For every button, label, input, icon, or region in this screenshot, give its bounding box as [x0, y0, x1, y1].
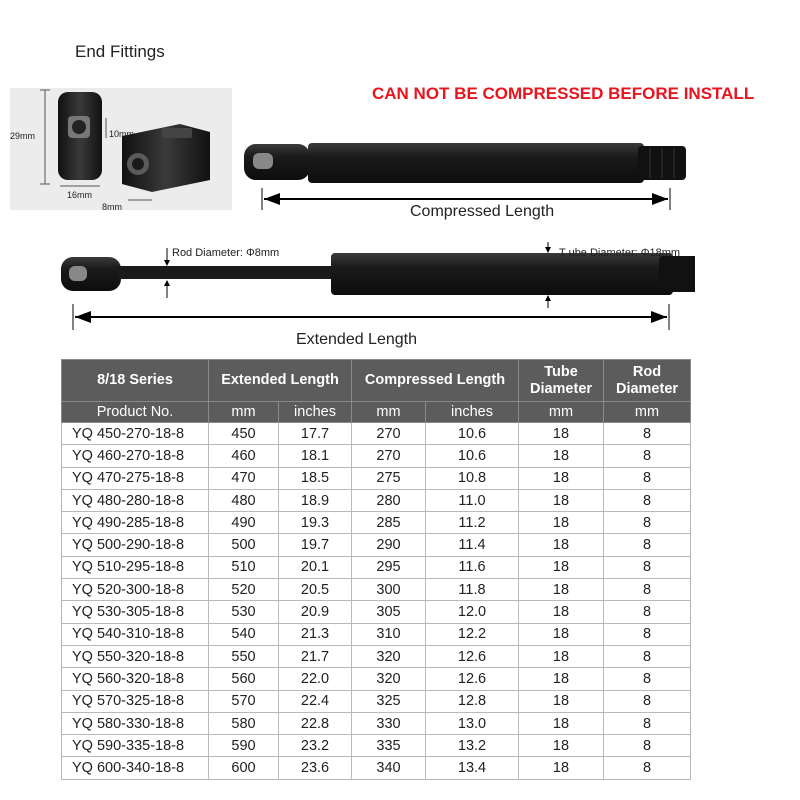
cell-extended-mm: 600 — [209, 757, 279, 779]
cell-tube-diameter: 18 — [519, 423, 604, 445]
cell-product-no: YQ 590-335-18-8 — [62, 735, 209, 757]
cell-tube-diameter: 18 — [519, 601, 604, 623]
cell-compressed-mm: 310 — [352, 623, 426, 645]
end-fittings-image — [10, 88, 232, 210]
extended-length-label: Extended Length — [296, 331, 417, 348]
rod-diameter-label: Rod Diameter: Φ8mm — [172, 247, 280, 259]
cell-extended-mm: 570 — [209, 690, 279, 712]
end-fittings-drawing — [10, 88, 232, 210]
cell-rod-diameter: 8 — [604, 445, 691, 467]
table-row — [62, 556, 691, 578]
cell-rod-diameter: 8 — [604, 467, 691, 489]
cell-product-no: YQ 550-320-18-8 — [62, 645, 209, 667]
cell-rod-diameter: 8 — [604, 534, 691, 556]
cell-extended-mm: 490 — [209, 512, 279, 534]
cell-extended-mm: 590 — [209, 735, 279, 757]
cell-rod-diameter: 8 — [604, 601, 691, 623]
cell-rod-diameter: 8 — [604, 690, 691, 712]
cell-product-no: YQ 490-285-18-8 — [62, 512, 209, 534]
cell-compressed-inches: 13.4 — [426, 757, 519, 779]
cell-compressed-mm: 305 — [352, 601, 426, 623]
table-row — [62, 712, 691, 734]
cell-extended-mm: 550 — [209, 645, 279, 667]
cell-extended-mm: 460 — [209, 445, 279, 467]
unit-ext-inches: inches — [279, 402, 352, 423]
unit-tube-mm: mm — [519, 402, 604, 423]
table-row — [62, 423, 691, 445]
warning-text: CAN NOT BE COMPRESSED BEFORE INSTALL — [372, 84, 755, 103]
cell-extended-inches: 21.7 — [279, 645, 352, 667]
table-row — [62, 690, 691, 712]
table-row — [62, 668, 691, 690]
cell-extended-mm: 580 — [209, 712, 279, 734]
cell-extended-inches: 22.0 — [279, 668, 352, 690]
cell-extended-inches: 18.5 — [279, 467, 352, 489]
cell-tube-diameter: 18 — [519, 645, 604, 667]
cell-compressed-inches: 11.6 — [426, 556, 519, 578]
cell-product-no: YQ 530-305-18-8 — [62, 601, 209, 623]
cell-extended-inches: 19.3 — [279, 512, 352, 534]
cell-product-no: YQ 470-275-18-8 — [62, 467, 209, 489]
cell-product-no: YQ 600-340-18-8 — [62, 757, 209, 779]
cell-tube-diameter: 18 — [519, 757, 604, 779]
cell-extended-inches: 20.9 — [279, 601, 352, 623]
cell-extended-inches: 23.2 — [279, 735, 352, 757]
dim-10mm: 10mm — [109, 129, 135, 139]
cell-compressed-mm: 275 — [352, 467, 426, 489]
cell-rod-diameter: 8 — [604, 489, 691, 511]
cell-tube-diameter: 18 — [519, 690, 604, 712]
cell-compressed-mm: 295 — [352, 556, 426, 578]
cell-extended-inches: 17.7 — [279, 423, 352, 445]
table-row — [62, 467, 691, 489]
cell-compressed-inches: 11.8 — [426, 579, 519, 601]
cell-tube-diameter: 18 — [519, 445, 604, 467]
cell-compressed-mm: 280 — [352, 489, 426, 511]
cell-compressed-inches: 13.0 — [426, 712, 519, 734]
cell-compressed-inches: 10.6 — [426, 423, 519, 445]
cell-extended-inches: 23.6 — [279, 757, 352, 779]
table-row — [62, 579, 691, 601]
header-series: 8/18 Series — [62, 360, 209, 402]
table-row — [62, 601, 691, 623]
cell-extended-mm: 520 — [209, 579, 279, 601]
header-tube-diameter: Tube Diameter — [519, 360, 604, 402]
cell-rod-diameter: 8 — [604, 735, 691, 757]
cell-tube-diameter: 18 — [519, 534, 604, 556]
header-product-no: Product No. — [62, 402, 209, 423]
table-row — [62, 445, 691, 467]
cell-extended-mm: 540 — [209, 623, 279, 645]
cell-extended-mm: 500 — [209, 534, 279, 556]
cell-compressed-mm: 325 — [352, 690, 426, 712]
cell-compressed-mm: 335 — [352, 735, 426, 757]
cell-extended-inches: 20.1 — [279, 556, 352, 578]
cell-tube-diameter: 18 — [519, 579, 604, 601]
table-row — [62, 489, 691, 511]
cell-compressed-inches: 13.2 — [426, 735, 519, 757]
cell-rod-diameter: 8 — [604, 668, 691, 690]
cell-tube-diameter: 18 — [519, 735, 604, 757]
cell-compressed-inches: 12.2 — [426, 623, 519, 645]
cell-compressed-mm: 270 — [352, 423, 426, 445]
cell-product-no: YQ 540-310-18-8 — [62, 623, 209, 645]
cell-compressed-mm: 290 — [352, 534, 426, 556]
cell-compressed-mm: 320 — [352, 668, 426, 690]
cell-extended-inches: 22.8 — [279, 712, 352, 734]
dim-8mm: 8mm — [102, 202, 122, 212]
cell-compressed-inches: 10.8 — [426, 467, 519, 489]
table-row — [62, 534, 691, 556]
cell-rod-diameter: 8 — [604, 757, 691, 779]
table-header-row — [62, 360, 691, 402]
cell-compressed-mm: 320 — [352, 645, 426, 667]
cell-compressed-inches: 12.8 — [426, 690, 519, 712]
cell-compressed-inches: 12.0 — [426, 601, 519, 623]
unit-comp-mm: mm — [352, 402, 426, 423]
table-row — [62, 645, 691, 667]
cell-compressed-mm: 270 — [352, 445, 426, 467]
cell-product-no: YQ 520-300-18-8 — [62, 579, 209, 601]
cell-rod-diameter: 8 — [604, 556, 691, 578]
cell-compressed-inches: 11.4 — [426, 534, 519, 556]
cell-tube-diameter: 18 — [519, 467, 604, 489]
cell-extended-mm: 480 — [209, 489, 279, 511]
cell-extended-mm: 530 — [209, 601, 279, 623]
table-row — [62, 735, 691, 757]
cell-product-no: YQ 560-320-18-8 — [62, 668, 209, 690]
cell-rod-diameter: 8 — [604, 423, 691, 445]
cell-tube-diameter: 18 — [519, 489, 604, 511]
table-body — [62, 423, 691, 780]
cell-rod-diameter: 8 — [604, 623, 691, 645]
compressed-length-label: Compressed Length — [410, 203, 555, 220]
cell-rod-diameter: 8 — [604, 579, 691, 601]
cell-product-no: YQ 500-290-18-8 — [62, 534, 209, 556]
table-row — [62, 757, 691, 779]
cell-compressed-inches: 12.6 — [426, 668, 519, 690]
cell-product-no: YQ 460-270-18-8 — [62, 445, 209, 467]
cell-extended-inches: 18.1 — [279, 445, 352, 467]
cell-extended-mm: 560 — [209, 668, 279, 690]
cell-tube-diameter: 18 — [519, 512, 604, 534]
header-rod-diameter: Rod Diameter — [604, 360, 691, 402]
cell-extended-mm: 510 — [209, 556, 279, 578]
cell-rod-diameter: 8 — [604, 645, 691, 667]
cell-tube-diameter: 18 — [519, 623, 604, 645]
end-fittings-title: End Fittings — [75, 42, 165, 61]
cell-compressed-mm: 300 — [352, 579, 426, 601]
cell-compressed-inches: 11.2 — [426, 512, 519, 534]
cell-extended-inches: 20.5 — [279, 579, 352, 601]
cell-compressed-inches: 10.6 — [426, 445, 519, 467]
cell-extended-mm: 470 — [209, 467, 279, 489]
cell-extended-inches: 19.7 — [279, 534, 352, 556]
cell-compressed-mm: 330 — [352, 712, 426, 734]
table-row — [62, 512, 691, 534]
tube-diameter-label: T ube Diameter: Φ18mm — [559, 247, 681, 259]
header-compressed-length: Compressed Length — [352, 360, 519, 402]
dim-29mm: 29mm — [10, 131, 36, 141]
cell-extended-inches: 18.9 — [279, 489, 352, 511]
cell-tube-diameter: 18 — [519, 712, 604, 734]
cell-compressed-inches: 11.0 — [426, 489, 519, 511]
dim-16mm: 16mm — [67, 190, 93, 200]
cell-compressed-mm: 285 — [352, 512, 426, 534]
cell-compressed-mm: 340 — [352, 757, 426, 779]
cell-product-no: YQ 510-295-18-8 — [62, 556, 209, 578]
cell-product-no: YQ 570-325-18-8 — [62, 690, 209, 712]
cell-tube-diameter: 18 — [519, 668, 604, 690]
cell-compressed-inches: 12.6 — [426, 645, 519, 667]
table-row — [62, 623, 691, 645]
cell-rod-diameter: 8 — [604, 512, 691, 534]
cell-product-no: YQ 580-330-18-8 — [62, 712, 209, 734]
cell-rod-diameter: 8 — [604, 712, 691, 734]
cell-extended-inches: 21.3 — [279, 623, 352, 645]
cell-tube-diameter: 18 — [519, 556, 604, 578]
spec-table — [61, 359, 691, 780]
table-units-row — [62, 402, 691, 423]
unit-comp-inches: inches — [426, 402, 519, 423]
header-extended-length: Extended Length — [209, 360, 352, 402]
cell-product-no: YQ 450-270-18-8 — [62, 423, 209, 445]
cell-extended-mm: 450 — [209, 423, 279, 445]
cell-extended-inches: 22.4 — [279, 690, 352, 712]
unit-rod-mm: mm — [604, 402, 691, 423]
cell-product-no: YQ 480-280-18-8 — [62, 489, 209, 511]
unit-ext-mm: mm — [209, 402, 279, 423]
